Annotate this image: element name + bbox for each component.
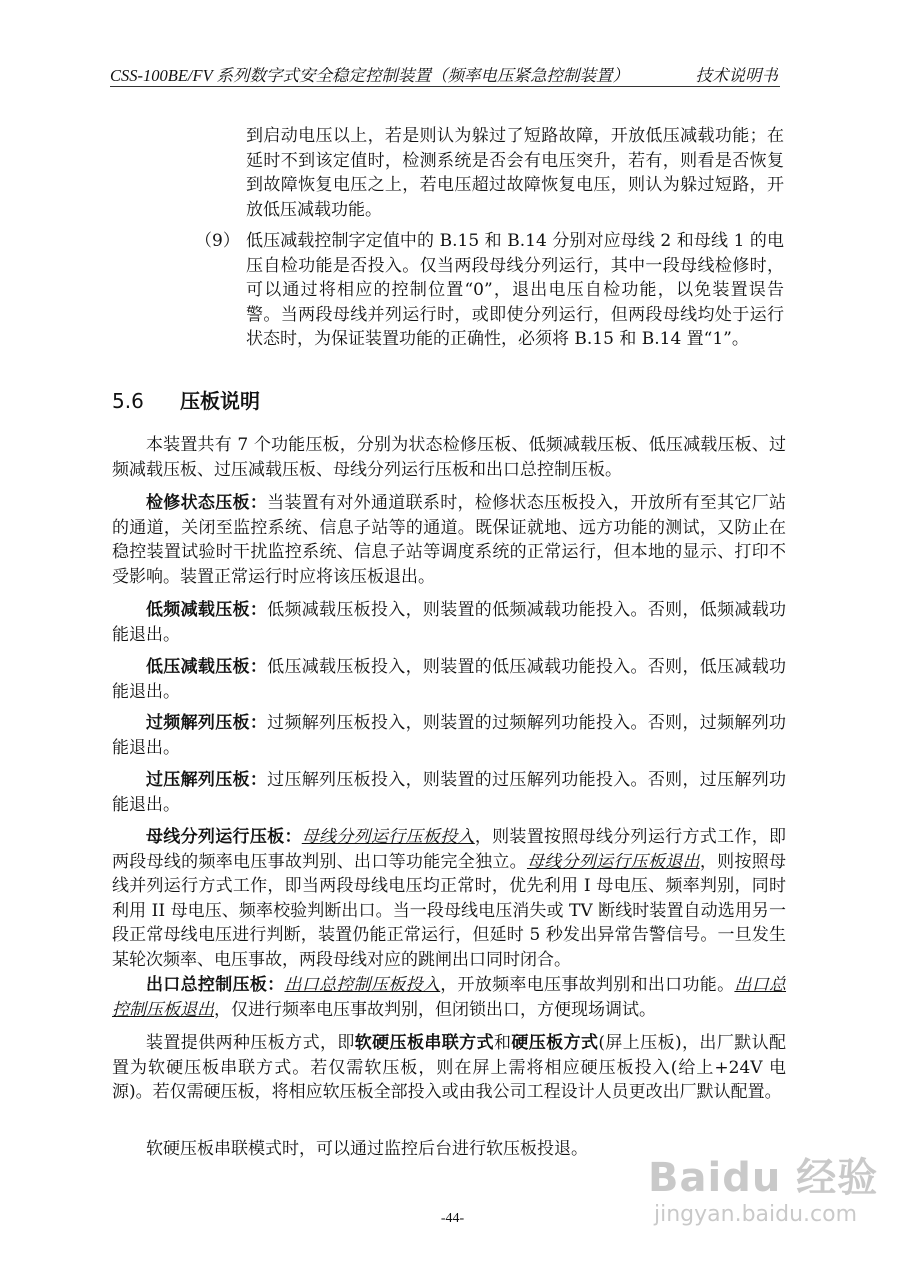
muxian-text-2: ，则按照母线并列运行方式工作，即当两段母线电压均正常时，优先利用 I 母电压、频率判别，同时利用 II 母电压、频率校验判断出口。当一段母线电压消失或 TV 断线时装置自动选用另一段正常母线电压进行判断，装置仍能正常运行，但延时 5 秒发出异常告警信号。一旦发生某轮次频率、电压事故，两段母线对应的跳闸出口同时闭合。 — [112, 851, 787, 970]
jianxiu-text: 当装置有对外通道联系时，检修状态压板投入，开放所有至其它厂站的通道，关闭至监控系统、信息子站等的通道。既保证就地、远方功能的测试，又防止在稳控装置试验时干扰监控系统、信息子站等调度系统的正常运行，但本地的显示、打印不受影响。装置正常运行时应将该压板退出。 — [112, 493, 787, 587]
muxian-paragraph — [112, 825, 786, 972]
intro-paragraph: 本装置共有 7 个功能压板，分别为状态检修压板、低频减载压板、低压减载压板、过频减载压板、过压减载压板、母线分列运行压板和出口总控制压板。 — [112, 435, 786, 480]
guoya-text: 过压解列压板投入，则装置的过压解列功能投入。否则，过压解列功能退出。 — [112, 770, 787, 815]
dipin-paragraph — [112, 598, 786, 647]
diya-label: 低压减载压板： — [146, 657, 268, 677]
diya-text: 低压减载压板投入，则装置的低压减载功能投入。否则，低压减载功能退出。 — [112, 657, 787, 702]
dipin-text: 低频减载压板投入，则装置的低频减载功能投入。否则，低频减载功能退出。 — [112, 600, 787, 645]
dipin-label: 低频减载压板： — [146, 600, 268, 620]
fangshi-text-3: (屏上压板)，出厂默认配置为软硬压板串联方式。若仅需软压板，则在屏上需将相应硬压板投入(给上+24V 电源)。若仅需硬压板，将相应软压板全部投入或由我公司工程设计人员更改出厂默认配置。 — [112, 1033, 787, 1102]
fangshi-text-1: 装置提供两种压板方式，即 — [146, 1033, 355, 1053]
section-number: 5.6 — [112, 389, 144, 413]
continuation-paragraph: 到启动电压以上，若是则认为躲过了短路故障，开放低压减载功能；在延时不到该定值时，检测系统是否会有电压突升，若有，则看是否恢复到故障恢复电压之上，若电压超过故障恢复电压，则认为躲过短路，开放低压减载功能。 — [246, 126, 784, 220]
guopin-paragraph — [112, 711, 786, 760]
muxian-text-1: ，则装置按照母线分列运行方式工作，即两段母线的频率电压事故判别、出口等功能完全独立。 — [112, 827, 787, 872]
guopin-label: 过频解列压板： — [146, 713, 268, 733]
section-heading — [112, 388, 260, 414]
chukou-paragraph — [112, 973, 786, 1022]
jianxiu-paragraph — [112, 491, 786, 589]
fangshi-bold-1: 软硬压板串联方式 — [354, 1033, 494, 1053]
header-doc-type: 技术说明书 — [695, 66, 778, 85]
fangshi-bold-2: 硬压板方式 — [511, 1033, 599, 1053]
page-header — [110, 62, 778, 86]
fangshi-paragraph — [112, 1031, 786, 1105]
header-title: CSS-100BE/FV 系列数字式安全稳定控制装置（频率电压紧急控制装置） — [110, 66, 629, 85]
item-9-number: （9） — [195, 231, 240, 251]
guoya-label: 过压解列压板： — [146, 770, 268, 790]
muxian-label: 母线分列运行压板： — [146, 827, 302, 847]
muxian-underline-2: 母线分列运行压板退出 — [526, 851, 700, 872]
chukou-label: 出口总控制压板： — [146, 975, 285, 995]
chukou-underline-2: 出口总控制压板退出 — [112, 975, 787, 1020]
chukou-text-1: ，开放频率电压事故判别和出口功能。 — [440, 975, 735, 995]
guoya-paragraph — [112, 768, 786, 817]
chukou-underline-1: 出口总控制压板投入 — [284, 975, 441, 995]
item-9-text: 低压减载控制字定值中的 B.15 和 B.14 分别对应母线 2 和母线 1 的电压自检功能是否投入。仅当两段母线分列运行，其中一段母线检修时，可以通过将相应的控制位置“0”，退出电压自检功能，以免装置误告警。当两段母线并列运行时，或即使分列运行，但两段母线均处于运行状态时，为保证装置功能的正确性，必须将 B.15 和 B.14 置“1”。 — [246, 231, 784, 349]
header-rule — [110, 86, 780, 87]
watermark-url: jingyan.baidu.com — [654, 1202, 858, 1227]
guopin-text: 过频解列压板投入，则装置的过频解列功能投入。否则，过频解列功能退出。 — [112, 713, 787, 758]
jianxiu-label: 检修状态压板： — [146, 493, 268, 513]
muxian-underline-1: 母线分列运行压板投入 — [301, 827, 475, 847]
last-paragraph: 软硬压板串联模式时，可以通过监控后台进行软压板投退。 — [146, 1139, 588, 1159]
section-title: 压板说明 — [180, 389, 260, 413]
watermark-brand: Baidu 经验 — [648, 1155, 879, 1201]
baidu-jingyan-watermark — [648, 1146, 888, 1256]
fangshi-text-2: 和 — [493, 1033, 512, 1053]
diya-paragraph — [112, 655, 786, 704]
page-number: -44- — [440, 1211, 465, 1226]
chukou-text-2: ，仅进行频率电压事故判别，但闭锁出口，方便现场调试。 — [214, 999, 656, 1020]
